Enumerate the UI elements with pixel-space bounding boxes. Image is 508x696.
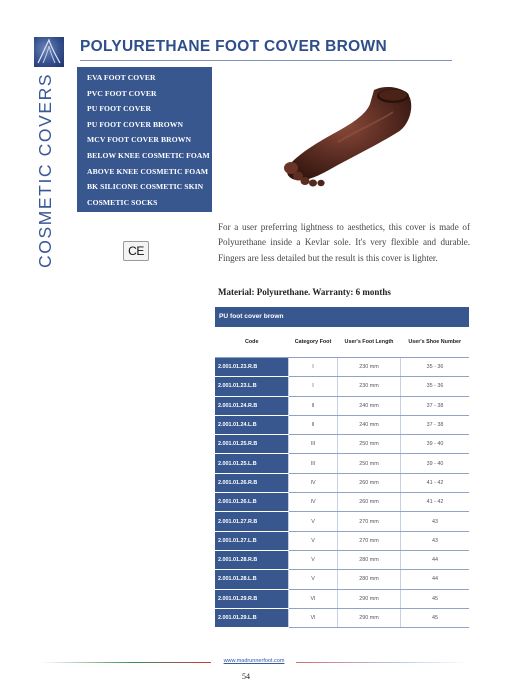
cell-category: III: [289, 454, 338, 473]
cell-code: 2.001.01.28.L.B: [215, 570, 289, 589]
cell-category: I: [289, 358, 338, 377]
menu-item-below-knee-foam[interactable]: BELOW KNEE COSMETIC FOAM: [87, 150, 210, 160]
cell-shoe: 35 - 36: [401, 377, 470, 396]
cell-length: 290 mm: [338, 608, 401, 627]
column-header-shoe-number: User's Shoe Number: [401, 327, 470, 358]
cell-length: 290 mm: [338, 589, 401, 608]
ce-mark-icon: CE: [123, 241, 149, 261]
menu-item-pvc-foot-cover[interactable]: PVC FOOT COVER: [87, 88, 157, 98]
table-row: [215, 396, 469, 415]
cell-length: 260 mm: [338, 493, 401, 512]
table-row: [215, 358, 469, 377]
menu-item-mcv-foot-cover-brown[interactable]: MCV FOOT COVER BROWN: [87, 135, 192, 145]
menu-item-bk-silicone-skin[interactable]: BK SILICONE COSMETIC SKIN: [87, 182, 204, 192]
cell-code: 2.001.01.23.R.B: [215, 358, 289, 377]
cell-length: 240 mm: [338, 415, 401, 434]
table-title: PU foot cover brown: [215, 307, 469, 327]
cell-code: 2.001.01.29.L.B: [215, 608, 289, 627]
cell-length: 250 mm: [338, 435, 401, 454]
cell-code: 2.001.01.24.R.B: [215, 396, 289, 415]
cell-shoe: 44: [401, 570, 470, 589]
cell-category: IV: [289, 493, 338, 512]
cell-shoe: 41 - 42: [401, 473, 470, 492]
table-row: [215, 550, 469, 569]
cell-length: 230 mm: [338, 358, 401, 377]
cell-code: 2.001.01.25.L.B: [215, 454, 289, 473]
page-number: 54: [242, 672, 250, 681]
product-menu: [77, 67, 212, 212]
table-row: [215, 512, 469, 531]
column-header-code: Code: [215, 327, 289, 358]
table-row: [215, 377, 469, 396]
cell-code: 2.001.01.29.R.B: [215, 589, 289, 608]
cell-shoe: 39 - 40: [401, 435, 470, 454]
menu-item-pu-foot-cover[interactable]: PU FOOT COVER: [87, 104, 152, 114]
cell-category: V: [289, 550, 338, 569]
company-logo: [34, 37, 64, 67]
cell-category: II: [289, 415, 338, 434]
table-row: [215, 415, 469, 434]
cell-code: 2.001.01.26.L.B: [215, 493, 289, 512]
cell-category: III: [289, 435, 338, 454]
cell-length: 230 mm: [338, 377, 401, 396]
table-row: [215, 454, 469, 473]
menu-item-cosmetic-socks[interactable]: COSMETIC SOCKS: [87, 197, 158, 207]
title-divider: [80, 60, 452, 61]
cell-shoe: 41 - 42: [401, 493, 470, 512]
menu-item-eva-foot-cover[interactable]: EVA FOOT COVER: [87, 73, 156, 82]
cell-length: 260 mm: [338, 473, 401, 492]
cell-length: 270 mm: [338, 512, 401, 531]
table-row: [215, 608, 469, 627]
cell-length: 250 mm: [338, 454, 401, 473]
table-row: [215, 589, 469, 608]
cell-shoe: 35 - 36: [401, 358, 470, 377]
page-title: POLYURETHANE FOOT COVER BROWN: [80, 38, 387, 55]
cell-shoe: 45: [401, 589, 470, 608]
cell-category: I: [289, 377, 338, 396]
cell-length: 240 mm: [338, 396, 401, 415]
cell-category: II: [289, 396, 338, 415]
cell-code: 2.001.01.25.R.B: [215, 435, 289, 454]
cell-code: 2.001.01.26.R.B: [215, 473, 289, 492]
footer-website-link[interactable]: www.madrunnerfoot.com: [223, 658, 285, 664]
cell-code: 2.001.01.28.R.B: [215, 550, 289, 569]
cell-category: IV: [289, 473, 338, 492]
cell-shoe: 37 - 38: [401, 396, 470, 415]
column-header-category: Category Foot: [289, 327, 338, 358]
cell-category: V: [289, 570, 338, 589]
cell-length: 270 mm: [338, 531, 401, 550]
section-side-title: COSMETIC COVERS: [35, 72, 55, 268]
material-warranty: Material: Polyurethane. Warranty: 6 months: [218, 287, 391, 297]
cell-shoe: 44: [401, 550, 470, 569]
column-header-foot-length: User's Foot Length: [338, 327, 401, 358]
cell-code: 2.001.01.23.L.B: [215, 377, 289, 396]
cell-category: VI: [289, 589, 338, 608]
cell-category: V: [289, 512, 338, 531]
table-row: [215, 473, 469, 492]
cell-category: V: [289, 531, 338, 550]
product-description: For a user preferring lightness to aesthetics, this cover is made of Polyurethane inside a Kevlar sole. It's very flexible and durable. Fingers are less detailed but the result is this cover is lighter.: [218, 222, 470, 263]
footer-divider-right: [296, 662, 467, 663]
cell-code: 2.001.01.27.R.B: [215, 512, 289, 531]
menu-item-above-knee-foam[interactable]: ABOVE KNEE COSMETIC FOAM: [87, 166, 209, 176]
cell-code: 2.001.01.27.L.B: [215, 531, 289, 550]
cell-length: 280 mm: [338, 550, 401, 569]
foot-cover-image: [278, 82, 418, 192]
cell-category: VI: [289, 608, 338, 627]
cell-shoe: 43: [401, 512, 470, 531]
cell-shoe: 45: [401, 608, 470, 627]
cell-length: 280 mm: [338, 570, 401, 589]
cell-code: 2.001.01.24.L.B: [215, 415, 289, 434]
table-row: [215, 531, 469, 550]
table-row: [215, 570, 469, 589]
specs-table: [215, 307, 469, 628]
cell-shoe: 39 - 40: [401, 454, 470, 473]
cell-shoe: 43: [401, 531, 470, 550]
footer-divider-left: [40, 662, 211, 663]
table-header-row: [215, 327, 469, 358]
menu-item-pu-foot-cover-brown[interactable]: PU FOOT COVER BROWN: [87, 119, 184, 129]
table-row: [215, 493, 469, 512]
table-row: [215, 435, 469, 454]
cell-shoe: 37 - 38: [401, 415, 470, 434]
